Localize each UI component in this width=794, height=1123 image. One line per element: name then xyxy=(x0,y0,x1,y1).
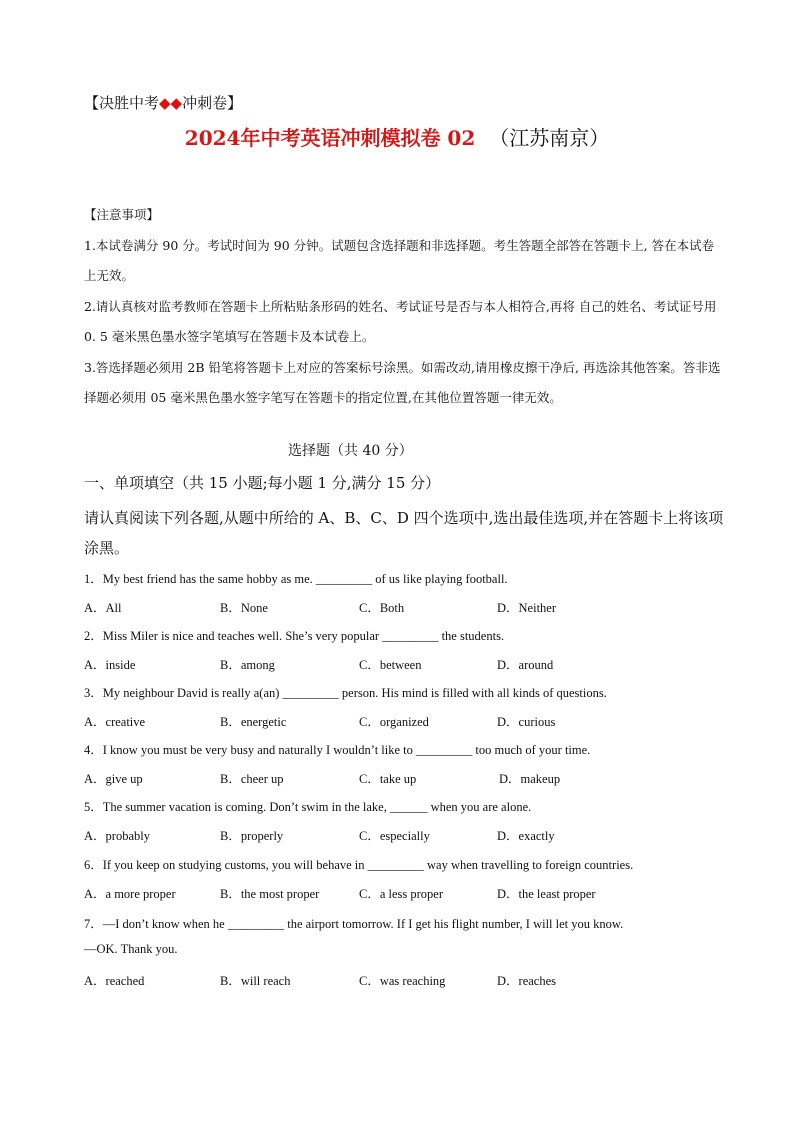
instruction: 请认真阅读下列各题,从题中所给的 A、B、C、D 四个选项中,选出最佳选项,并在答题卡上将该项涂黑。 xyxy=(84,509,724,557)
question-4-option-d: D．makeup xyxy=(499,772,561,786)
question-1-option-c: C．Both xyxy=(359,601,405,615)
question-2-stem: 2．Miss Miler is nice and teaches well. She’s very popular _________ the students. xyxy=(84,629,505,643)
paper-title-region: （江苏南京） xyxy=(489,126,610,150)
question-2-option-b: B．among xyxy=(220,658,275,672)
part-title: 一、单项填空（共 15 小题;每小题 1 分,满分 15 分） xyxy=(84,474,441,492)
question-6-option-d: D．the least proper xyxy=(497,887,596,901)
section-title: 选择题（共 40 分） xyxy=(288,443,413,459)
paper-title-main: 2024年中考英语冲刺模拟卷 02 xyxy=(184,126,476,150)
paper-title xyxy=(0,122,794,151)
note-item-3: 3.答选择题必须用 2B 铅笔将答题卡上对应的答案标号涂黑。如需改动,请用橡皮擦干净后, 再选涂其他答案。答非选择题必须用 05 毫米黑色墨水签字笔写在答题卡的指定位置,在其他位置答题一律无效。 xyxy=(84,359,721,405)
question-7-stem: 7．—I don’t know when he _________ the airport tomorrow. If I get his flight number, I will let you know. xyxy=(84,917,624,931)
question-4-option-a: A．give up xyxy=(84,772,143,786)
paper-tag xyxy=(84,92,242,113)
notes-heading: 【注意事项】 xyxy=(84,207,160,222)
question-7-option-a: A．reached xyxy=(84,974,145,988)
question-6-option-b: B．the most proper xyxy=(220,887,320,901)
question-3-option-d: D．curious xyxy=(497,715,556,729)
question-4-option-c: C．take up xyxy=(359,772,417,786)
question-1-stem: 1．My best friend has the same hobby as me. _________ of us like playing football. xyxy=(84,572,508,586)
question-5-stem: 5．The summer vacation is coming. Don’t swim in the lake, ______ when you are alone. xyxy=(84,800,532,814)
question-4-option-b: B．cheer up xyxy=(220,772,284,786)
note-item-1: 1.本试卷满分 90 分。考试时间为 90 分钟。试题包含选择题和非选择题。考生答题全部答在答题卡上, 答在本试卷上无效。 xyxy=(84,237,715,283)
question-6-option-a: A．a more proper xyxy=(84,887,176,901)
question-5-option-c: C．especially xyxy=(359,829,430,843)
question-1-option-b: B．None xyxy=(220,601,268,615)
question-3-option-b: B．energetic xyxy=(220,715,287,729)
notes-block xyxy=(84,200,724,414)
question-6-option-c: C．a less proper xyxy=(359,887,444,901)
question-6-stem: 6．If you keep on studying customs, you will behave in _________ way when travelling to foreign countries. xyxy=(84,858,634,872)
question-3-stem: 3．My neighbour David is really a(an) _________ person. His mind is filled with all kinds of questions. xyxy=(84,686,607,700)
question-7-option-c: C．was reaching xyxy=(359,974,446,988)
question-7-response: —OK. Thank you. xyxy=(84,942,178,956)
question-5-option-b: B．properly xyxy=(220,829,284,843)
question-2-option-a: A．inside xyxy=(84,658,136,672)
note-item-2: 2.请认真核对监考教师在答题卡上所粘贴条形码的姓名、考试证号是否与本人相符合,再将 自己的姓名、考试证号用 0. 5 毫米黑色墨水签字笔填写在答题卡及本试卷上。 xyxy=(84,298,717,344)
paper-tag-prefix: 【决胜中考 xyxy=(84,94,160,112)
question-2-option-c: C．between xyxy=(359,658,422,672)
question-1-option-d: D．Neither xyxy=(497,601,557,615)
question-5-option-d: D．exactly xyxy=(497,829,555,843)
question-7-option-b: B．will reach xyxy=(220,974,291,988)
question-2-option-d: D．around xyxy=(497,658,554,672)
question-5-option-a: A．probably xyxy=(84,829,150,843)
paper-tag-suffix: 冲刺卷】 xyxy=(182,94,243,112)
question-3-option-a: A．creative xyxy=(84,715,146,729)
question-7-option-d: D．reaches xyxy=(497,974,556,988)
question-4-stem: 4．I know you must be very busy and naturally I wouldn’t like to _________ too much of your time. xyxy=(84,743,591,757)
question-1-option-a: A．All xyxy=(84,601,122,615)
question-3-option-c: C．organized xyxy=(359,715,429,729)
diamond-icon: ◆◆ xyxy=(159,94,183,112)
